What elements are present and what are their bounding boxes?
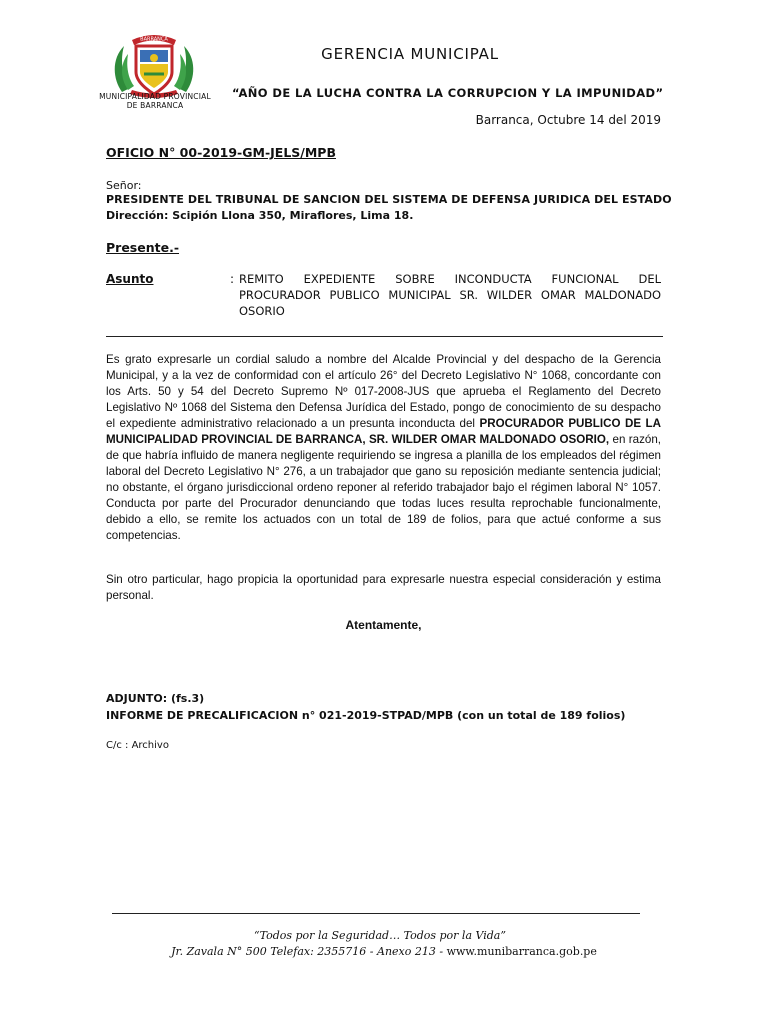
asunto-colon: : (230, 272, 235, 286)
body-paragraph-1 (106, 352, 661, 544)
logo-banner-text: BARRANCA (140, 36, 168, 43)
footer-address: Jr. Zavala N° 500 Telefax: 2355716 - Anexo 213 - (171, 945, 444, 958)
footer-contact (164, 945, 604, 958)
divider-line (106, 336, 663, 337)
body-paragraph-1-intro: Es grato expresarle un cordial saludo a nombre del Alcalde Provincial y del despacho de la Gerencia Municipal, y a la vez de conformidad con el artículo 26° del Decreto Legislativo N° 1068, concordante con los Arts. 50 y 54 del Decreto Supremo Nº 017-2008-JUS que aprueba el Reglamento del Decreto Legislativo Nº 1068 del Sistema den Defensa Jurídica del Estado, pongo de conocimiento de su despacho el expediente administrativo relacionado a un presunta inconducta del (106, 353, 661, 430)
logo-caption-line2: DE BARRANCA (126, 101, 184, 110)
logo-caption-line1: MUNICIPALIDAD PROVINCIAL (99, 92, 211, 101)
footer-website-link[interactable]: www.munibarranca.gob.pe (446, 945, 597, 958)
recipient-title: PRESIDENTE DEL TRIBUNAL DE SANCION DEL SISTEMA DE DEFENSA JURIDICA DEL ESTADO (106, 193, 672, 206)
adjunto-detail: INFORME DE PRECALIFICACION n° 021-2019-STPAD/MPB (con un total de 189 folios) (106, 709, 626, 722)
adjunto-line: ADJUNTO: (fs.3) (106, 692, 205, 705)
body-paragraph-1-rest: en razón, de que habría influido de manera negligente requiriendo se ingresa a planilla de los empleados del régimen laboral del Decreto Legislativo N° 276, a un trabajador que gano su reposición mediante sentencia judicial; no obstante, el órgano jurisdiccional ordeno reponer al referido trabajador bajo el régimen laboral N° 1057. Conducta por parte del Procurador denunciando que todas luces resulta reprochable funcionalmente, debido a ello, se remite los actuados con un total de 189 de folios, para que actué conforme a sus competencias. (106, 433, 661, 542)
closing-greeting: Atentamente, (345, 618, 422, 632)
municipal-coat-of-arms-logo (108, 28, 200, 100)
year-motto: “AÑO DE LA LUCHA CONTRA LA CORRUPCION Y LA IMPUNIDAD” (232, 86, 664, 100)
document-date: Barranca, Octubre 14 del 2019 (475, 113, 661, 127)
asunto-label: Asunto (106, 272, 154, 286)
footer-divider (112, 913, 640, 914)
recipient-address: Dirección: Scipión Llona 350, Miraflores, Lima 18. (106, 209, 414, 222)
header-title: GERENCIA MUNICIPAL (321, 45, 499, 63)
body-paragraph-2: Sin otro particular, hago propicia la oportunidad para expresarle nuestra especial consideración y estima personal. (106, 573, 661, 602)
oficio-number: OFICIO N° 00-2019-GM-JELS/MPB (106, 145, 336, 160)
salutation: Señor: (106, 179, 142, 192)
footer-motto: “Todos por la Seguridad… Todos por la Vida” (253, 929, 506, 942)
body-paragraph-1-bold: PROCURADOR PUBLICO DE LA MUNICIPALIDAD PROVINCIAL DE BARRANCA, SR. WILDER OMAR MALDONADO OSORIO, (106, 417, 661, 446)
presente-label: Presente.- (106, 240, 180, 255)
copy-to: C/c : Archivo (106, 740, 169, 751)
logo-caption (96, 92, 214, 110)
asunto-text: REMITO EXPEDIENTE SOBRE INCONDUCTA FUNCIONAL DEL PROCURADOR PUBLICO MUNICIPAL SR. WILDER OMAR MALDONADO OSORIO (239, 272, 661, 318)
